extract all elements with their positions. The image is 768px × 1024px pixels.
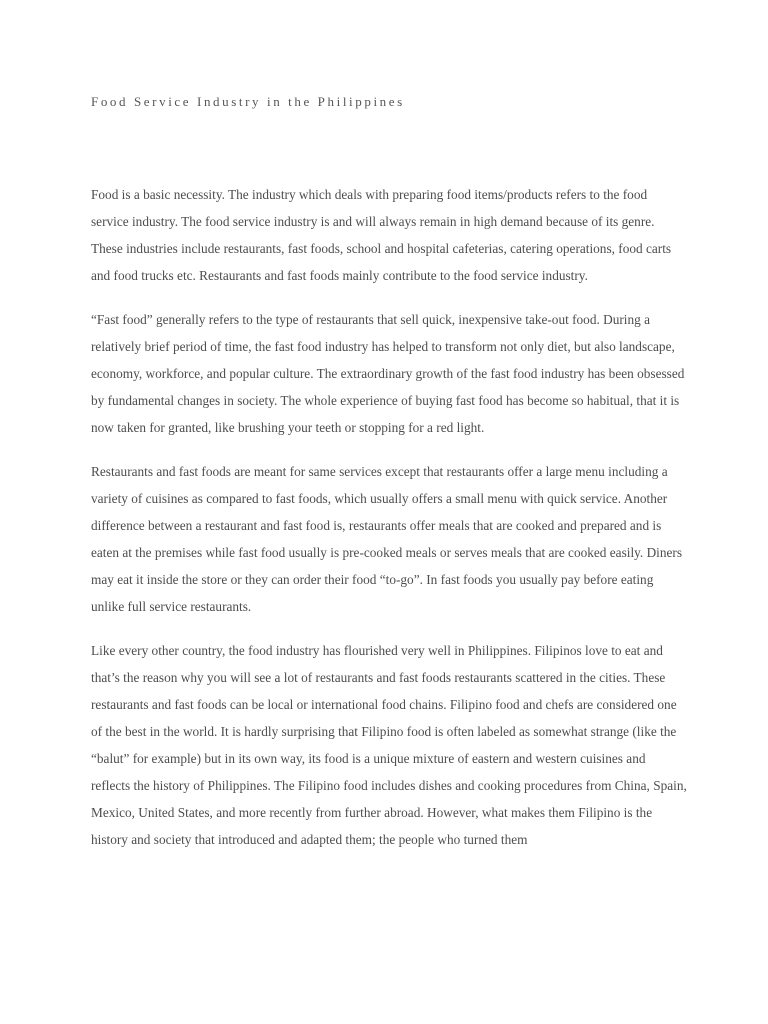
paragraph-4: Like every other country, the food industry has flourished very well in Philippines. Filipinos love to eat and that’s the reason why you will see a lot of restaurants and fast foods restaurants scattered in the cities. These restaurants and fast foods can be local or international food chains. Filipino food and chefs are considered one of the best in the world. It is hardly surprising that Filipino food is often labeled as somewhat strange (like the “balut” for example) but in its own way, its food is a unique mixture of eastern and western cuisines and reflects the history of Philippines. The Filipino food includes dishes and cooking procedures from China, Spain, Mexico, United States, and more recently from further abroad. However, what makes them Filipino is the history and society that introduced and adapted them; the people who turned them: [91, 643, 687, 847]
paragraph-2: “Fast food” generally refers to the type of restaurants that sell quick, inexpensive take-out food. During a relatively brief period of time, the fast food industry has helped to transform not only diet, but also landscape, economy, workforce, and popular culture. The extraordinary growth of the fast food industry has been obsessed by fundamental changes in society. The whole experience of buying fast food has become so habitual, that it is now taken for granted, like brushing your teeth or stopping for a red light.: [91, 312, 685, 435]
paragraph-3: Restaurants and fast foods are meant for same services except that restaurants offer a large menu including a variety of cuisines as compared to fast foods, which usually offers a small menu with quick service. Another difference between a restaurant and fast food is, restaurants offer meals that are cooked and prepared and is eaten at the premises while fast food usually is pre-cooked meals or serves meals that are cooked easily. Diners may eat it inside the store or they can order their food “to-go”. In fast foods you usually pay before eating unlike full service restaurants.: [91, 464, 683, 614]
document-body: [91, 181, 687, 870]
page-title: Food Service Industry in the Philippines: [91, 94, 405, 109]
paragraph-1: Food is a basic necessity. The industry which deals with preparing food items/products refers to the food service industry. The food service industry is and will always remain in high demand because of its genre. These industries include restaurants, fast foods, school and hospital cafeterias, catering operations, food carts and food trucks etc. Restaurants and fast foods mainly contribute to the food service industry.: [91, 187, 672, 283]
